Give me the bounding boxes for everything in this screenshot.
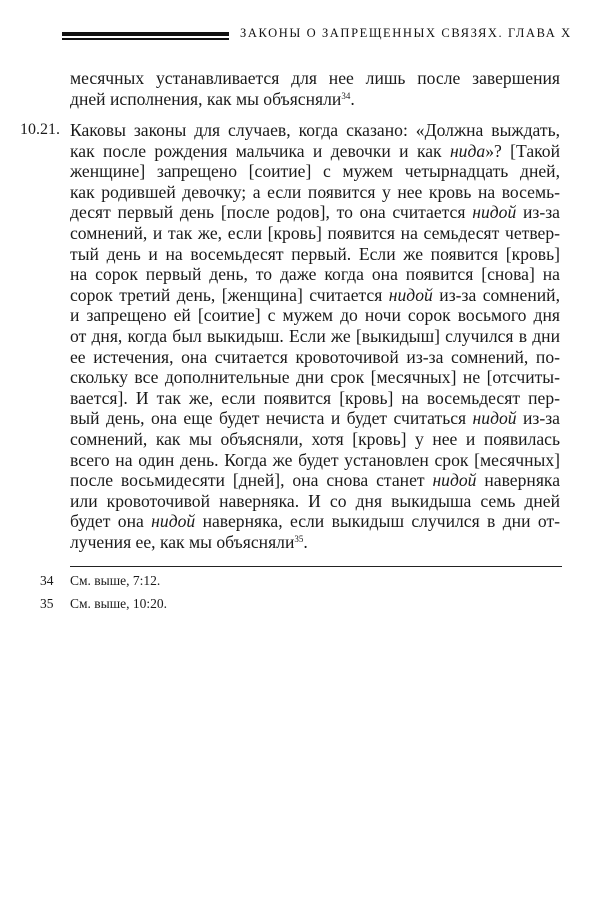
italic-term: нидой (472, 202, 517, 223)
text-line (70, 511, 560, 532)
text-line (70, 408, 560, 429)
text-line (70, 450, 560, 471)
text-run: . (303, 531, 308, 552)
text-run: после восьмидесяти [дней], она снова станет (70, 470, 433, 491)
text-line (70, 120, 560, 141)
text-run: скольку все дополнительные дни срок [месячных] не [отсчиты- (70, 367, 560, 388)
text-run: Каковы законы для случаев, когда сказано: «Должна выждать, (70, 120, 560, 140)
footnote-35 (40, 596, 167, 612)
text-run: сомнений, и так же, если [кровь] появится на семьдесят четвер- (70, 222, 560, 243)
text-run: сомнений, как мы объясняли, хотя [кровь] у нее и появилась (70, 428, 560, 449)
paragraph-number: 10.21. (20, 121, 60, 138)
header-rule-thick (62, 32, 229, 36)
text-line (70, 347, 560, 368)
text-run: на сорок первый день, то даже когда она появится [снова] на (70, 264, 560, 285)
footnote-divider (70, 566, 562, 567)
text-run: от дня, когда был выкидыш. Если же [выкидыш] случился в дни (70, 325, 560, 346)
footnote-number: 34 (40, 573, 54, 588)
text-line (70, 223, 560, 244)
text-run: десят первый день [после родов], то она считается (70, 202, 473, 223)
text-line (70, 202, 560, 223)
text-line (70, 161, 560, 182)
text-run: . (350, 88, 355, 109)
text-line (70, 141, 560, 162)
text-run: вается]. И так же, если появится [кровь] на восемьдесят пер- (70, 387, 560, 408)
text-run: как после рождения мальчика и девочки и как (70, 140, 450, 161)
italic-term: нидой (388, 284, 433, 305)
text-line (70, 532, 560, 553)
text-line (70, 470, 560, 491)
footnote-reference[interactable]: 34 (341, 90, 351, 101)
text-run: и запрещено ей [соитие] с мужем до ночи сорок восьмого дня (70, 305, 560, 326)
text-line (70, 326, 560, 347)
text-run: дней исполнения, как мы объясняли (70, 88, 342, 109)
text-run: наверняка (476, 470, 561, 491)
continuation-text (70, 68, 560, 109)
text-run: из-за (516, 202, 560, 223)
text-line (70, 68, 560, 89)
footnote-text: См. выше, 7:12. (70, 573, 161, 588)
footnote-number: 35 (40, 596, 54, 611)
text-line (70, 285, 560, 306)
italic-term: нидой (472, 408, 517, 429)
text-line (70, 491, 560, 512)
text-line (70, 89, 560, 110)
text-run: женщине] запрещено [соитие] с мужем четырнадцать дней, (70, 161, 560, 182)
text-line (70, 264, 560, 285)
text-run: или кровоточивой наверняка. И со дня выкидыша семь дней (70, 490, 560, 511)
italic-term: нидой (432, 470, 477, 491)
paragraph-text (70, 120, 560, 552)
text-line (70, 429, 560, 450)
text-run: лучения ее, как мы объясняли (70, 531, 295, 552)
text-run: месячных устанавливается для нее лишь после завершения (70, 68, 560, 88)
text-run: ее истечения, она считается кровоточивой из-за сомнений, по- (70, 346, 560, 367)
text-line (70, 244, 560, 265)
footnote-34 (40, 573, 160, 589)
text-line (70, 305, 560, 326)
italic-term: нидой (151, 511, 196, 532)
text-run: будет она (70, 511, 152, 532)
text-run: из-за (516, 408, 560, 429)
footnote-reference[interactable]: 35 (294, 533, 304, 544)
text-run: вый день, она еще будет нечиста и будет считаться (70, 408, 473, 429)
running-title: ЗАКОНЫ О ЗАПРЕЩЕННЫХ СВЯЗЯХ. ГЛАВА X (240, 26, 572, 40)
text-run: как родившей девочку; а если появится у нее кровь на восемь- (70, 181, 560, 202)
text-line (70, 182, 560, 203)
text-line (70, 367, 560, 388)
header-rule-thin (62, 38, 229, 40)
text-run: из-за сомнений, (432, 284, 560, 305)
text-line (70, 388, 560, 409)
text-run: наверняка, если выкидыш случился в дни от- (195, 511, 560, 532)
text-run: сорок третий день, [женщина] считается (70, 284, 389, 305)
text-run: »? [Такой (485, 140, 560, 161)
text-run: тый день и на восемьдесят первый. Если же появится [кровь] (70, 243, 560, 264)
footnote-text: См. выше, 10:20. (70, 596, 168, 611)
text-run: всего на один день. Когда же будет установлен срок [месячных] (70, 449, 560, 470)
italic-term: нида (449, 140, 486, 161)
